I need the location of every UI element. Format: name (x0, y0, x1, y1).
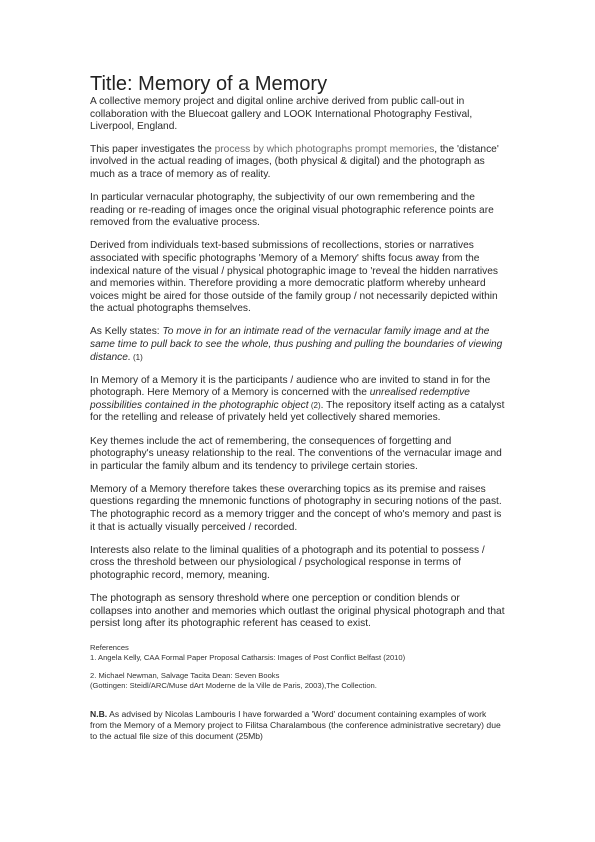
citation-1: (1) (130, 352, 143, 362)
paragraph-4-lead: As Kelly states: (90, 326, 163, 338)
nb-label: N.B. (90, 708, 108, 719)
references-section (90, 643, 505, 691)
paragraph-7: Memory of a Memory therefore takes these overarching topics as its premise and raises questions regarding the mnemonic functions of photography in securing notions of the past. The photographic record as a memory trigger and the concept of who's memory and past is it that is actually visually perceived / recorded. (90, 483, 502, 533)
reference-1: 1. Angela Kelly, CAA Formal Paper Proposal Catharsis: Images of Post Conflict Belfast (2010) (90, 652, 406, 662)
references-heading: References (90, 642, 129, 652)
paragraph-5-text-b: . The repository itself acting as a catalyst for the retelling and release of privately held yet collectively shared memories. (90, 399, 505, 424)
document-title: Title: Memory of a Memory (90, 73, 328, 95)
document-page (90, 72, 505, 750)
citation-2: (2) (308, 400, 321, 410)
paragraph-1-highlight: process by which photographs prompt memories (214, 143, 435, 155)
paragraph-8: Interests also relate to the liminal qualities of a photograph and its potential to possess / cross the threshold between our physiological / psychological response in terms of photographic record, memory, meaning. (90, 544, 485, 581)
reference-2-line-1: 2. Michael Newman, Salvage Tacita Dean: Seven Books (90, 670, 280, 680)
nb-note (90, 709, 505, 742)
nb-text: As advised by Nicolas Lambouris I have forwarded a 'Word' document containing examples of work from the Memory of a Memory project to Filitsa Charalambous (the conference administrative secretary) due to the actual file size of this document (25Mb) (90, 708, 501, 741)
paragraph-4 (90, 326, 505, 364)
paragraph-5 (90, 375, 505, 425)
newman-quote: unrealised redemptive possibilities contained in the photographic object (90, 387, 470, 411)
paragraph-2: In particular vernacular photography, the subjectivity of our own remembering and the reading or re-reading of images once the original visual photographic reference points are removed from the evaluative process. (90, 192, 494, 229)
paragraph-5-text-a: In Memory of a Memory it is the participants / audience who are invited to stand in for the photograph. Here Memory of a Memory is concerned with the (90, 374, 491, 399)
paragraph-1-text-a: This paper investigates the (90, 143, 215, 155)
paragraph-6: Key themes include the act of remembering, the consequences of forgetting and photography's uneasy relationship to the real. The conventions of the vernacular image and in particular the family album and its tendency to privilege certain stories. (90, 435, 502, 472)
kelly-quote: To move in for an intimate read of the vernacular family image and at the same time to pull back to see the whole, thus pushing and pulling the boundaries of viewing distance. (90, 326, 503, 363)
paragraph-1 (90, 144, 505, 182)
paragraph-9: The photograph as sensory threshold where one perception or condition blends or collapses into another and memories which outlast the original physical photograph and that persist long after its photographic referent has ceased to exist. (90, 593, 505, 630)
paragraph-1-text-b: , the 'distance' involved in the actual reading of images, (both physical & digital) and the photograph as much as a trace of memory as of reality. (90, 143, 499, 180)
reference-2-line-2: (Gottingen: Steidl/ARC/Muse dArt Moderne de la Ville de Paris, 2003),The Collection. (90, 680, 377, 690)
paragraph-3: Derived from individuals text-based submissions of recollections, stories or narratives associated with specific photographs 'Memory of a Memory' shifts focus away from the indexical nature of the visual / physical photographic image to 'reveal the hidden narratives and memories within. Therefore providing a more democratic platform whereby unheard voices might be aired for those outside of the family group / not necessarily depicted within the actual photographs themselves. (90, 240, 498, 315)
intro-paragraph: A collective memory project and digital online archive derived from public call-out in collaboration with the Bluecoat gallery and LOOK International Photography Festival, Liverpool, England. (90, 96, 473, 133)
